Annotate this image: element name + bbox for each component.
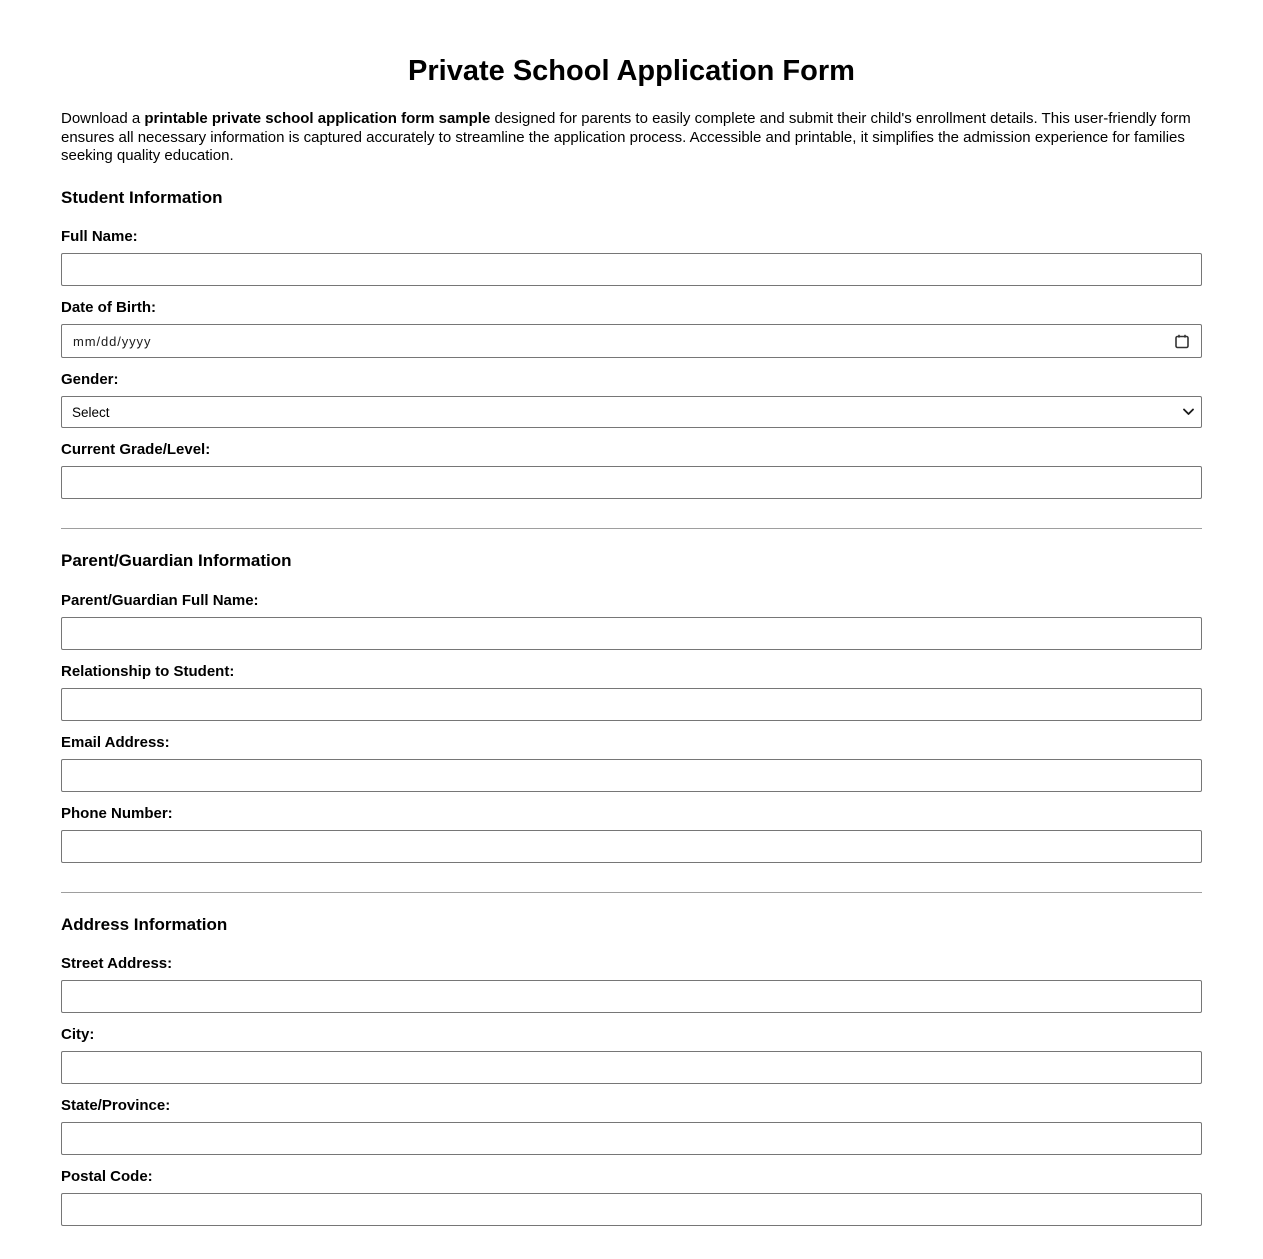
phone-number-input[interactable] — [61, 830, 1202, 863]
date-of-birth-label: Date of Birth: — [61, 299, 156, 317]
city-input[interactable] — [61, 1051, 1202, 1084]
state-province-field — [61, 1097, 1202, 1155]
date-of-birth-field — [61, 299, 1202, 358]
street-address-field — [61, 955, 1202, 1013]
gender-label: Gender: — [61, 371, 119, 389]
parent-guardian-information-heading: Parent/Guardian Information — [61, 551, 292, 571]
street-address-input[interactable] — [61, 980, 1202, 1013]
gender-select-wrap — [61, 396, 1202, 428]
relationship-label: Relationship to Student: — [61, 662, 235, 680]
state-province-label: State/Province: — [61, 1097, 171, 1115]
full-name-field — [61, 228, 1202, 286]
application-form-page — [0, 55, 1263, 1226]
page-title: Private School Application Form — [408, 55, 855, 87]
gender-select[interactable] — [61, 396, 1202, 428]
email-address-input[interactable] — [61, 759, 1202, 792]
parent-full-name-label: Parent/Guardian Full Name: — [61, 591, 259, 609]
city-field — [61, 1026, 1202, 1084]
current-grade-field — [61, 441, 1202, 499]
full-name-input[interactable] — [61, 253, 1202, 286]
intro-paragraph — [61, 110, 1202, 166]
gender-field — [61, 371, 1202, 428]
relationship-input[interactable] — [61, 688, 1202, 721]
street-address-label: Street Address: — [61, 955, 173, 973]
date-placeholder-text: mm/dd/yyyy — [73, 333, 152, 349]
address-information-heading: Address Information — [61, 914, 228, 934]
postal-code-field — [61, 1168, 1202, 1226]
intro-bold-keyword: printable private school application form sample — [144, 110, 491, 128]
email-address-label: Email Address: — [61, 733, 170, 751]
date-of-birth-input[interactable] — [61, 324, 1202, 358]
calendar-icon[interactable] — [1174, 333, 1190, 349]
state-province-input[interactable] — [61, 1122, 1202, 1155]
full-name-label: Full Name: — [61, 228, 138, 246]
city-label: City: — [61, 1026, 95, 1044]
current-grade-label: Current Grade/Level: — [61, 441, 211, 459]
student-information-heading: Student Information — [61, 187, 223, 207]
current-grade-input[interactable] — [61, 466, 1202, 499]
postal-code-label: Postal Code: — [61, 1168, 153, 1186]
section-divider — [61, 528, 1202, 529]
phone-number-field — [61, 805, 1202, 863]
email-address-field — [61, 734, 1202, 792]
parent-full-name-field — [61, 592, 1202, 650]
postal-code-input[interactable] — [61, 1193, 1202, 1226]
intro-suffix: designed for parents to easily complete and submit their child's enrollment details. This user-friendly form ensures all necessary information is captured accurately to streamline the application process. Accessible and printable, it simplifies the admission experience for families seeking quality education. — [61, 110, 1191, 165]
phone-number-label: Phone Number: — [61, 804, 173, 822]
intro-prefix: Download a — [61, 110, 145, 128]
section-divider — [61, 892, 1202, 893]
parent-full-name-input[interactable] — [61, 617, 1202, 650]
relationship-field — [61, 663, 1202, 721]
